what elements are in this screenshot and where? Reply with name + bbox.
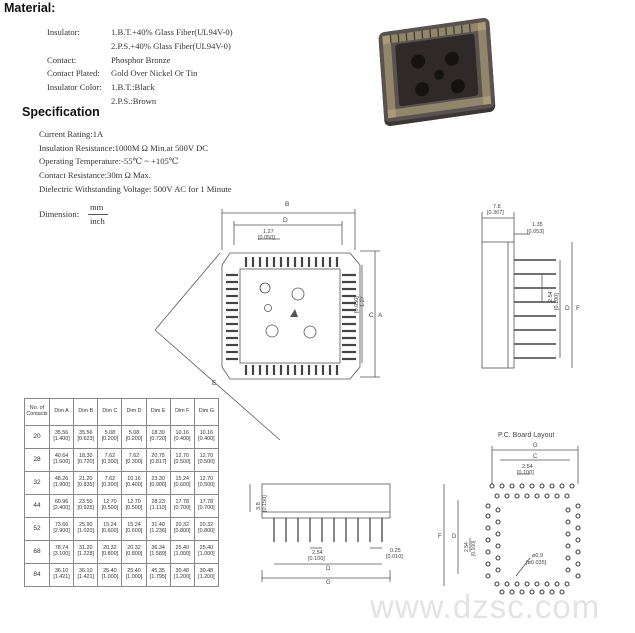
spec-operating-temperature: Operating Temperature:-55℃ ~ +105℃ bbox=[39, 156, 179, 166]
table-cell: 18.30 [0.720] bbox=[74, 449, 98, 472]
table-row bbox=[25, 518, 219, 541]
table-cell: 44 bbox=[25, 495, 50, 518]
table-cell: 20.32 [0.800] bbox=[170, 518, 194, 541]
table-cell: 5.08 [0.200] bbox=[98, 426, 122, 449]
front-pitch-mm: 2.54 bbox=[312, 550, 323, 556]
front-view-drawing bbox=[240, 470, 420, 590]
side-lead-mm: 1.35 bbox=[532, 222, 543, 228]
side-lead-in: [0.053] bbox=[527, 229, 544, 235]
table-cell: 10.16 [0.400] bbox=[122, 472, 146, 495]
front-lead-mm: 0.25 bbox=[390, 548, 401, 554]
table-cell: 36.34 [1.589] bbox=[146, 541, 170, 564]
table-row bbox=[25, 472, 219, 495]
table-header-cell: Dim D bbox=[122, 399, 146, 426]
table-header-cell: No. of Contacts bbox=[25, 399, 50, 426]
unit-inch: inch bbox=[90, 216, 105, 226]
table-cell: 15.24 [0.600] bbox=[170, 472, 194, 495]
front-pitch-in: [0.100] bbox=[308, 556, 325, 562]
table-header-cell: Dim B bbox=[74, 399, 98, 426]
insulator-label: Insulator: bbox=[47, 27, 80, 37]
spec-contact-resistance: Contact Resistance:30m Ω Max. bbox=[39, 170, 151, 180]
spec-dielectric-voltage: Dielectric Withstanding Voltage: 500V AC for 1 Minute bbox=[39, 184, 232, 194]
table-cell: 45.35 [1.795] bbox=[146, 564, 170, 587]
top-dim-a: A bbox=[378, 312, 383, 319]
table-header-cell: Dim E bbox=[146, 399, 170, 426]
table-cell: 36.10 [1.421] bbox=[74, 564, 98, 587]
table-cell: 18.30 [0.720] bbox=[146, 426, 170, 449]
top-dim-d: D bbox=[283, 217, 288, 224]
side-dim-f: F bbox=[576, 305, 580, 312]
socket-photo bbox=[362, 15, 512, 130]
table-cell: 7.62 [0.300] bbox=[98, 449, 122, 472]
front-dim-d: D bbox=[326, 566, 331, 572]
table-cell: 10.16 [0.400] bbox=[170, 426, 194, 449]
contact-plated-value: Gold Over Nickel Or Tin bbox=[111, 68, 198, 78]
table-cell: 52 bbox=[25, 518, 50, 541]
side-pitch-in: [0.100] bbox=[554, 293, 560, 310]
contact-label: Contact: bbox=[47, 55, 77, 65]
side-dim-d: D bbox=[565, 305, 570, 312]
table-header-cell: Dim A bbox=[50, 399, 74, 426]
front-dim-g: G bbox=[326, 580, 331, 586]
table-cell: 28 bbox=[25, 449, 50, 472]
table-cell: 31.40 [1.236] bbox=[146, 518, 170, 541]
insulator-value-2: 2.P.S.+40% Glass Fiber(UL94V-0) bbox=[111, 41, 231, 51]
pcb-layout-drawing bbox=[430, 428, 610, 598]
table-cell: 17.78 [0.700] bbox=[194, 495, 218, 518]
table-cell: 84 bbox=[25, 564, 50, 587]
insulator-color-label: Insulator Color: bbox=[47, 82, 102, 92]
table-cell: 73.66 [2.900] bbox=[50, 518, 74, 541]
table-cell: 31.20 [1.228] bbox=[74, 541, 98, 564]
top-pitch-in: [0.050] bbox=[258, 235, 275, 241]
table-row bbox=[25, 426, 219, 449]
top-dim-e: E bbox=[212, 380, 217, 387]
table-cell: 48.26 [1.900] bbox=[50, 472, 74, 495]
table-cell: 30.48 [1.200] bbox=[170, 564, 194, 587]
table-cell: 32 bbox=[25, 472, 50, 495]
top-dim-b: B bbox=[285, 201, 290, 208]
table-cell: 21.20 [0.835] bbox=[74, 472, 98, 495]
specification-heading: Specification bbox=[22, 105, 100, 119]
table-row bbox=[25, 449, 219, 472]
contact-value: Phosphor Bronze bbox=[111, 55, 171, 65]
pcb-side-pitch-mm: 2.54 bbox=[464, 542, 470, 552]
side-pitch-mm: 2.54 bbox=[548, 291, 554, 302]
table-row bbox=[25, 541, 219, 564]
table-cell: 25.40 [1.000] bbox=[122, 564, 146, 587]
table-cell: 20.32 [0.800] bbox=[122, 541, 146, 564]
top-side-pitch-in: [0.050] bbox=[354, 296, 360, 313]
table-cell: 23.50 [0.925] bbox=[74, 495, 98, 518]
table-cell: 25.40 [1.000] bbox=[98, 564, 122, 587]
spec-insulation-resistance: Insulation Resistance:1000M Ω Min.at 500V DC bbox=[39, 143, 209, 153]
dimension-label: Dimension: bbox=[39, 209, 80, 219]
table-cell: 20.32 [0.800] bbox=[194, 518, 218, 541]
table-cell: 68 bbox=[25, 541, 50, 564]
table-cell: 7.62 [0.300] bbox=[98, 472, 122, 495]
pcb-hole-in: [ø0.035] bbox=[526, 560, 547, 566]
spec-current-rating: Current Rating:1A bbox=[39, 129, 104, 139]
front-height-in: [0.150] bbox=[262, 495, 268, 512]
table-header-row bbox=[25, 399, 219, 426]
side-width-mm: 7.8 bbox=[493, 204, 501, 210]
table-cell: 28.23 [1.110] bbox=[146, 495, 170, 518]
table-cell: 40.64 [1.600] bbox=[50, 449, 74, 472]
table-cell: 25.40 [1.000] bbox=[170, 541, 194, 564]
pcb-hole-mm: ø0.9 bbox=[532, 553, 544, 559]
table-cell: 35.56 [0.623] bbox=[74, 426, 98, 449]
table-cell: 15.24 [0.600] bbox=[98, 518, 122, 541]
table-header-cell: Dim G bbox=[194, 399, 218, 426]
pcb-dim-c: C bbox=[533, 454, 538, 460]
side-view-drawing bbox=[460, 198, 590, 376]
insulator-color-value-2: 2.P.S.:Brown bbox=[111, 96, 157, 106]
table-cell: 12.70 [0.500] bbox=[170, 449, 194, 472]
insulator-value-1: 1.B.T.+40% Glass Fiber(UL94V-0) bbox=[111, 27, 233, 37]
table-cell: 12.70 [0.500] bbox=[122, 495, 146, 518]
table-cell: 12.70 [0.500] bbox=[194, 472, 218, 495]
table-cell: 7.62 [0.300] bbox=[122, 449, 146, 472]
front-height-mm: 3.8 bbox=[256, 502, 262, 510]
table-cell: 30.48 [1.200] bbox=[194, 564, 218, 587]
top-dim-c: C bbox=[369, 312, 374, 319]
top-pitch-mm: 1.27 bbox=[263, 229, 274, 235]
pcb-dim-f: F bbox=[438, 534, 442, 540]
unit-mm: mm bbox=[90, 202, 104, 212]
table-cell: 23.30 [0.906] bbox=[146, 472, 170, 495]
table-cell: 78.74 [3.100] bbox=[50, 541, 74, 564]
top-side-pitch-mm: 1.27 bbox=[360, 296, 366, 307]
table-header-cell: Dim C bbox=[98, 399, 122, 426]
table-cell: 20.32 [0.800] bbox=[98, 541, 122, 564]
table-row bbox=[25, 564, 219, 587]
table-cell: 25.40 [1.000] bbox=[194, 541, 218, 564]
table-cell: 35.56 [1.400] bbox=[50, 426, 74, 449]
pcb-pitch-in: [0.100] bbox=[517, 470, 534, 476]
table-cell: 12.70 [0.500] bbox=[98, 495, 122, 518]
table-cell: 60.96 [2.400] bbox=[50, 495, 74, 518]
pcb-side-pitch-in: [0.100] bbox=[471, 540, 477, 556]
table-cell: 20 bbox=[25, 426, 50, 449]
pcb-dim-d: D bbox=[452, 534, 457, 540]
insulator-color-value-1: 1.B.T.:Black bbox=[111, 82, 155, 92]
side-width-in: [0.307] bbox=[487, 210, 504, 216]
table-cell: 15.24 [0.600] bbox=[122, 518, 146, 541]
table-cell: 10.16 [0.400] bbox=[194, 426, 218, 449]
pcb-dim-g: G bbox=[533, 443, 538, 449]
unit-divider bbox=[88, 214, 108, 215]
front-lead-in: [0.010] bbox=[386, 554, 403, 560]
table-cell: 12.70 [0.500] bbox=[194, 449, 218, 472]
table-row bbox=[25, 495, 219, 518]
contact-plated-label: Contact Plated: bbox=[47, 68, 100, 78]
pcb-layout-title: P.C. Board Layout bbox=[498, 432, 555, 439]
watermark-text: www.dzsc.com bbox=[370, 588, 601, 625]
material-heading: Material: bbox=[4, 1, 56, 15]
pcb-pitch-mm: 2.54 bbox=[522, 464, 533, 470]
table-cell: 20.75 [0.817] bbox=[146, 449, 170, 472]
table-header-cell: Dim F bbox=[170, 399, 194, 426]
table-cell: 5.08 [0.200] bbox=[122, 426, 146, 449]
dimension-table bbox=[24, 398, 219, 587]
table-cell: 25.90 [1.020] bbox=[74, 518, 98, 541]
table-cell: 17.78 [0.700] bbox=[170, 495, 194, 518]
table-cell: 36.10 [1.421] bbox=[50, 564, 74, 587]
